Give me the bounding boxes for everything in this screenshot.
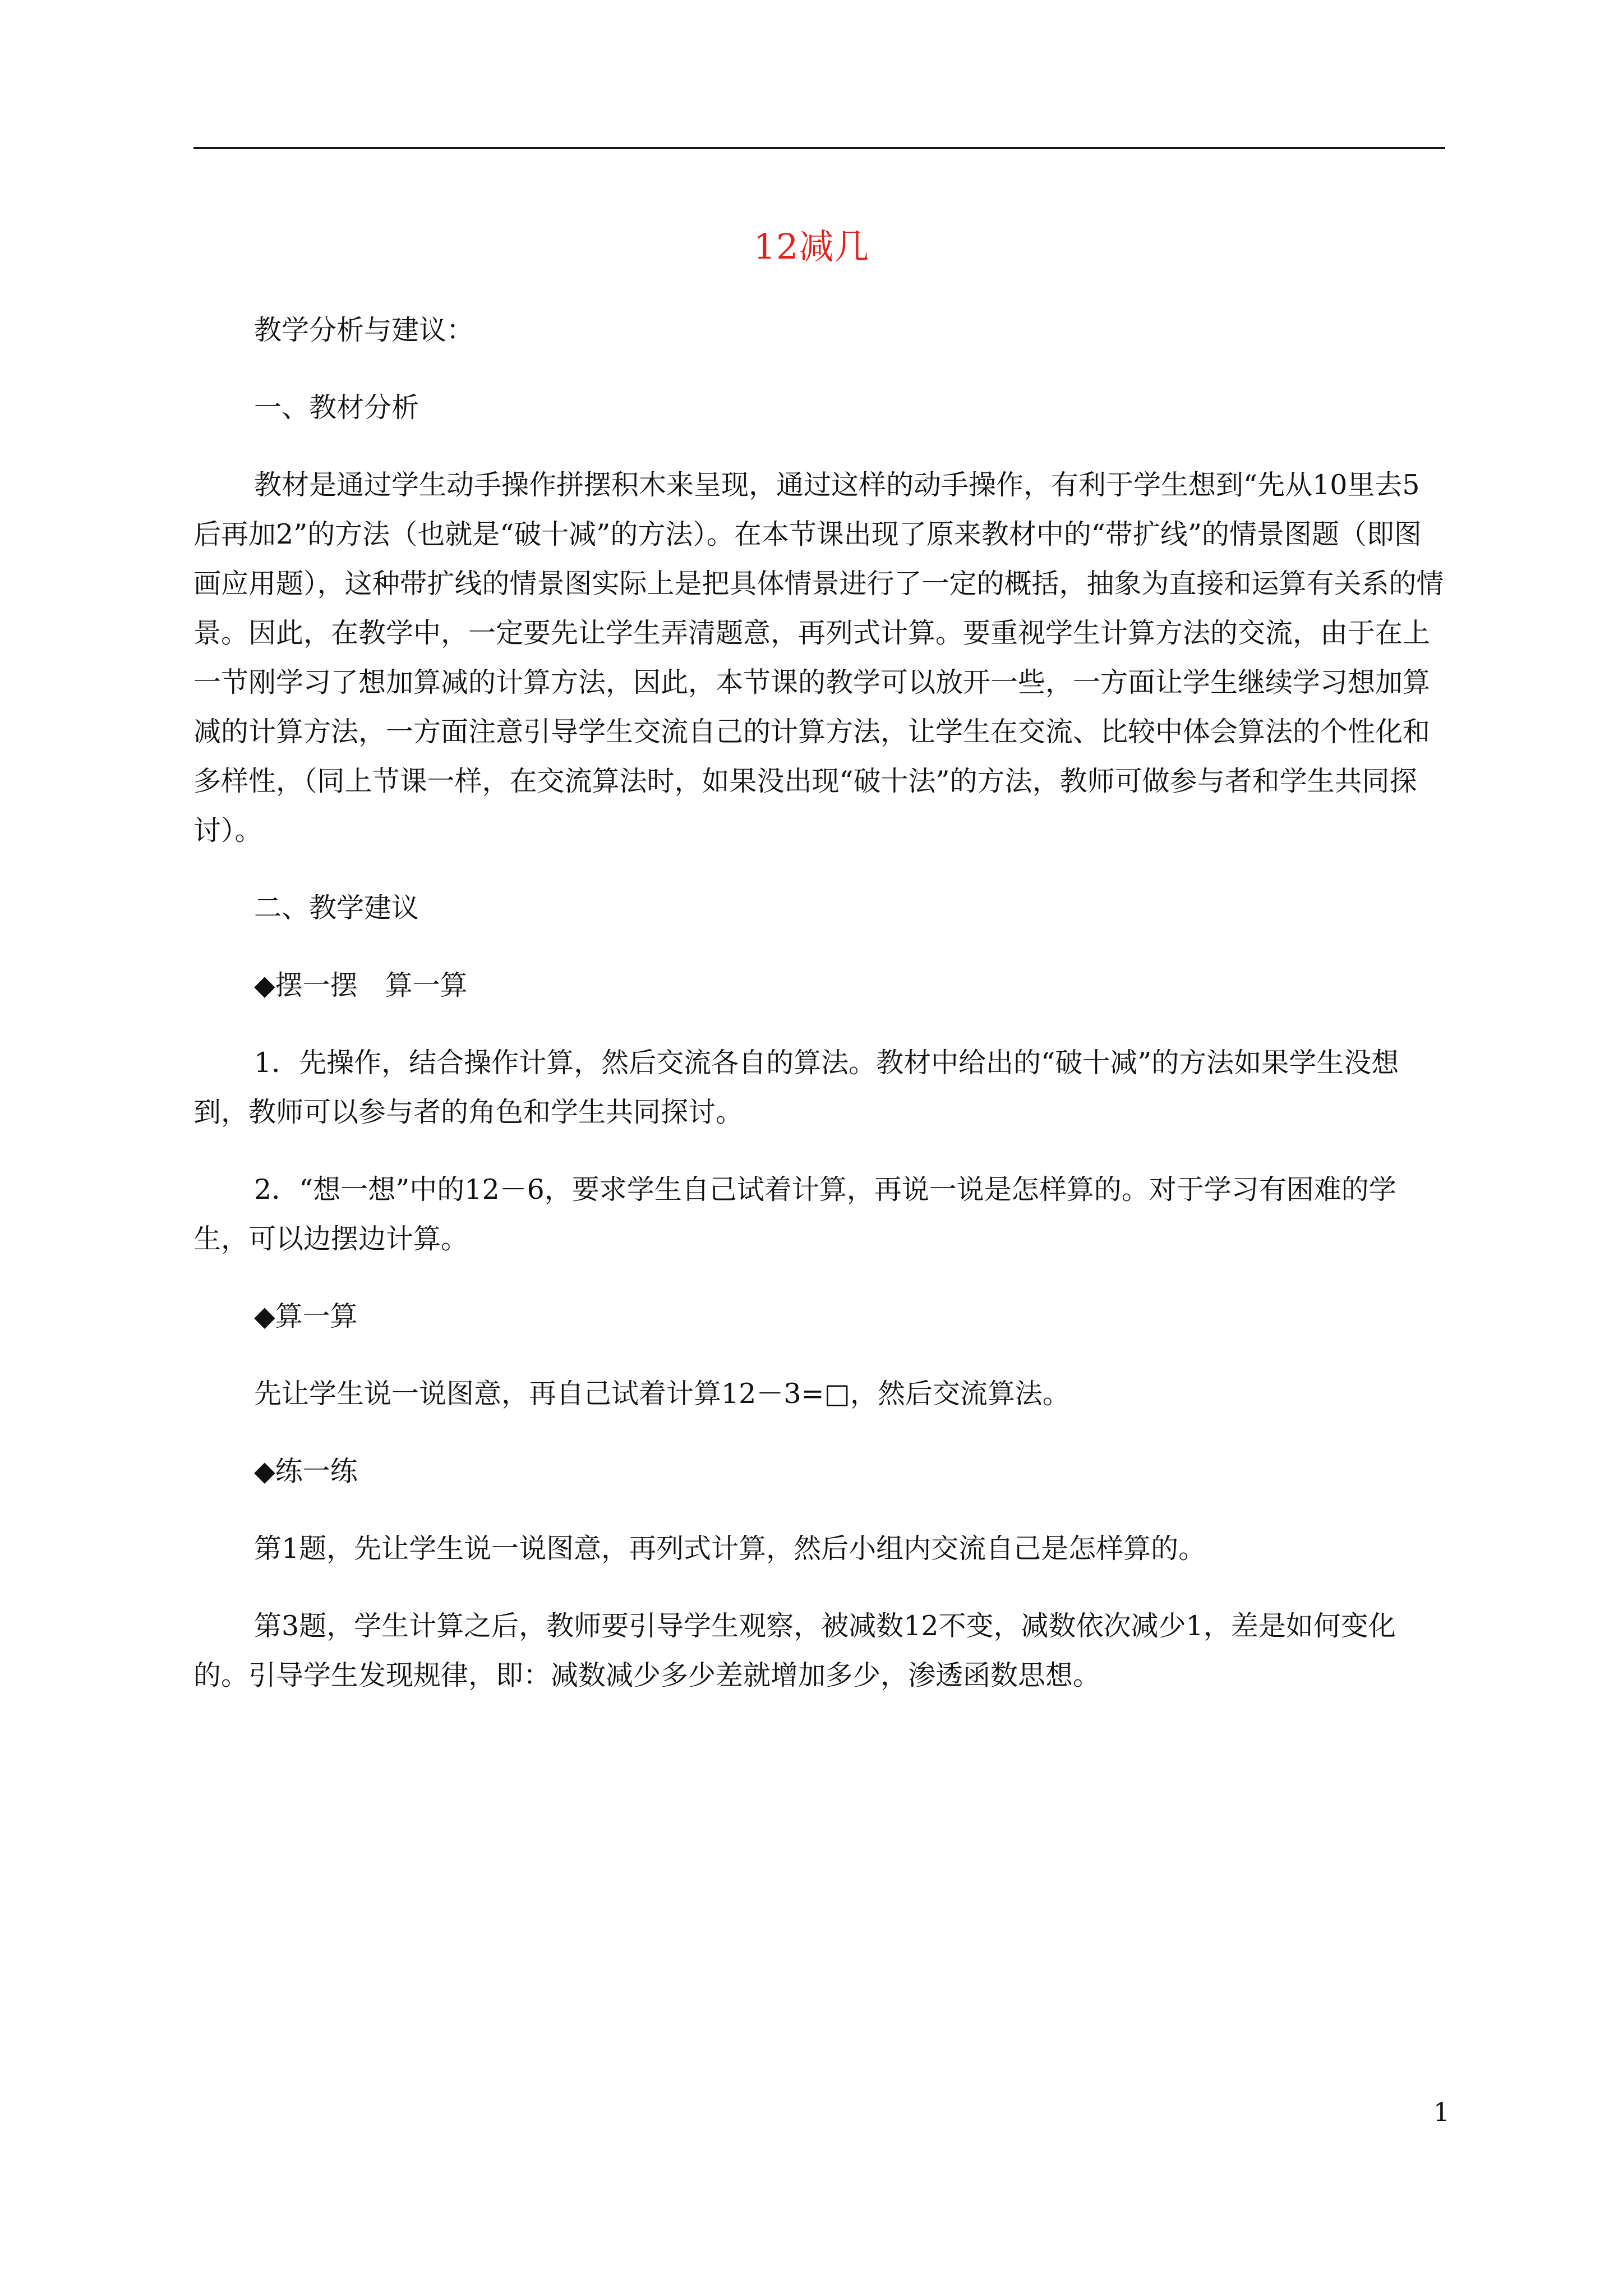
paragraph-practice-1: 第1题，先让学生说一说图意，再列式计算，然后小组内交流自己是怎样算的。 [254,1533,1206,1565]
page-number: 1 [1433,2097,1450,2127]
heading-textbook-analysis: 一、教材分析 [254,392,419,424]
heading-calculate: ◆算一算 [254,1300,358,1332]
heading-teaching-suggestions: 二、教学建议 [254,892,419,924]
paragraph-textbook-analysis: 教材是通过学生动手操作拼摆积木来呈现，通过这样的动手操作，有利于学生想到“先从10里去5后再加2”的方法（也就是“破十减”的方法）。在本节课出现了原来教材中的“带扩线”的情景图题（即图画应用题），这种带扩线的情景图实际上是把具体情景进行了一定的概括，抽象为直接和运算有关系的情景。因此，在教学中，一定要先让学生弄清题意，再列式计算。要重视学生计算方法的交流，由于在上一节刚学习了想加算减的计算方法，因此，本节课的教学可以放开一些，一方面让学生继续学习想加算减的计算方法，一方面注意引导学生交流自己的计算方法，让学生在交流、比较中体会算法的个性化和多样性，（同上节课一样，在交流算法时，如果没出现“破十法”的方法，教师可做参与者和学生共同探讨）。 [193,469,1444,846]
document-title: 12减几 [753,226,870,267]
paragraph-practice-3: 第3题，学生计算之后，教师要引导学生观察，被减数12不变，减数依次减少1，差是如何变化的。引导学生发现规律，即：减数减少多少差就增加多少，渗透函数思想。 [193,1610,1396,1691]
heading-practice: ◆练一练 [254,1455,358,1487]
paragraph-calculate: 先让学生说一说图意，再自己试着计算12－3=□，然后交流算法。 [254,1378,1070,1410]
heading-arrange-calculate: ◆摆一摆 算一算 [254,969,468,1001]
section-intro: 教学分析与建议： [254,314,474,346]
document-body [193,306,1445,1700]
paragraph-suggestion-1: 1．先操作，结合操作计算，然后交流各自的算法。教材中给出的“破十减”的方法如果学生没想到，教师可以参与者的角色和学生共同探讨。 [193,1047,1399,1128]
paragraph-suggestion-2: 2．“想一想”中的12－6，要求学生自己试着计算，再说一说是怎样算的。对于学习有困难的学生，可以边摆边计算。 [193,1174,1396,1255]
header-rule [193,147,1445,149]
